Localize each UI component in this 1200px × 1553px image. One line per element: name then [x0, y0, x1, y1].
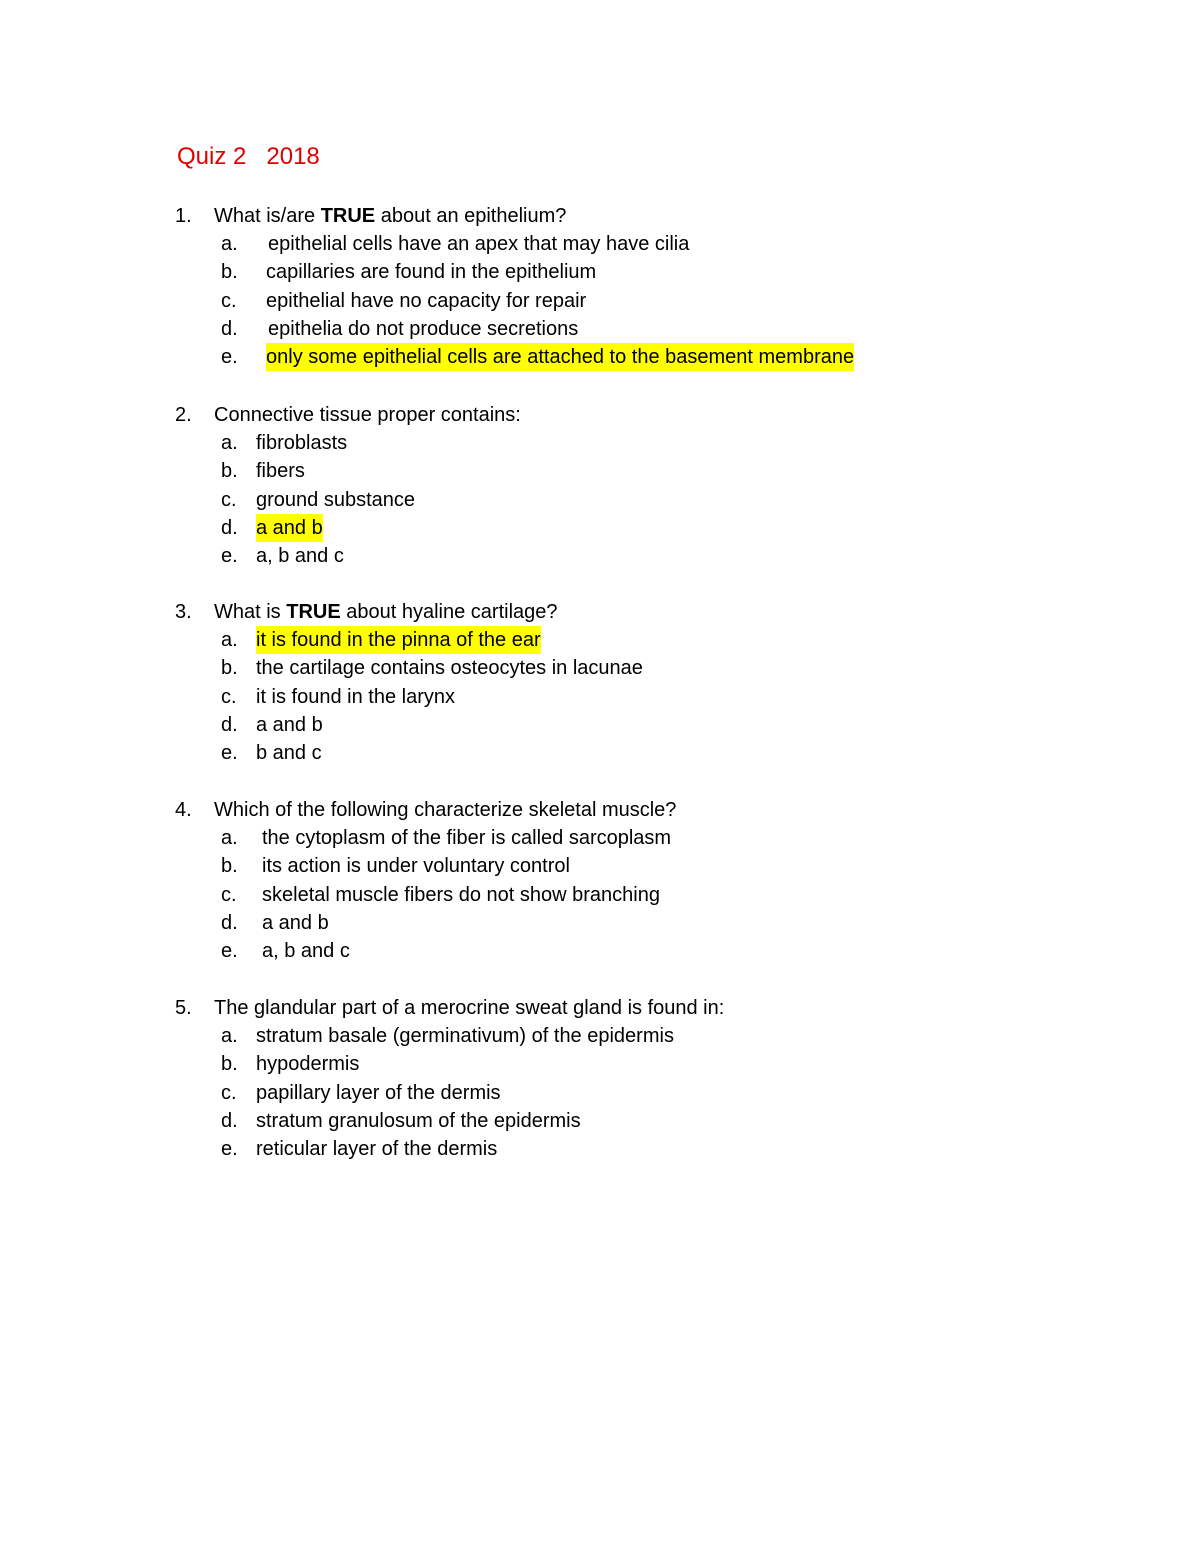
answer-option — [0, 1022, 1200, 1050]
option-text: fibroblasts — [256, 432, 348, 454]
option-letter: a. — [221, 432, 238, 454]
answer-option — [0, 711, 1200, 739]
option-text: stratum granulosum of the epidermis — [256, 1109, 581, 1132]
answer-options — [0, 824, 1200, 965]
option-text: papillary layer of the dermis — [256, 1081, 501, 1104]
option-letter: c. — [221, 488, 237, 511]
option-text-highlighted: only some epithelial cells are attached to the basement membrane — [266, 343, 854, 371]
option-letter: e. — [221, 742, 238, 765]
answer-option — [0, 683, 1200, 711]
question-number: 3. — [175, 601, 192, 623]
question-4 — [0, 796, 1200, 965]
option-text: b and c — [256, 742, 322, 765]
option-letter: a. — [221, 629, 238, 651]
option-letter: e. — [221, 545, 238, 568]
option-letter: a. — [221, 233, 238, 255]
option-text: the cartilage contains osteocytes in lacunae — [256, 657, 643, 680]
answer-option — [0, 258, 1200, 286]
option-text: epithelia do not produce secretions — [268, 317, 579, 340]
option-letter: b. — [221, 1053, 238, 1076]
option-letter: b. — [221, 657, 238, 680]
answer-option — [0, 457, 1200, 485]
option-letter: c. — [221, 685, 237, 708]
option-letter: e. — [221, 940, 238, 963]
answer-option — [0, 654, 1200, 682]
answer-option-highlighted — [0, 514, 1200, 542]
option-text: reticular layer of the dermis — [256, 1138, 498, 1161]
quiz-title: Quiz 2 2018 — [177, 143, 320, 170]
question-5 — [0, 994, 1200, 1163]
option-letter: e. — [221, 346, 238, 369]
answer-options — [0, 429, 1200, 570]
answer-option — [0, 486, 1200, 514]
question-text: What is/are TRUE about an epithelium? — [214, 205, 567, 227]
option-letter: b. — [221, 261, 238, 284]
question-stem — [0, 598, 1200, 626]
question-number: 1. — [175, 205, 192, 227]
option-letter: c. — [221, 289, 237, 312]
answer-option — [0, 1107, 1200, 1135]
option-text: epithelial cells have an apex that may have cilia — [268, 233, 690, 255]
option-text: fibers — [256, 460, 305, 483]
emphasis-true: TRUE — [320, 205, 376, 227]
answer-options — [0, 1022, 1200, 1163]
option-text: the cytoplasm of the fiber is called sarcoplasm — [262, 827, 672, 849]
option-text: stratum basale (germinativum) of the epidermis — [256, 1025, 674, 1047]
answer-options — [0, 626, 1200, 767]
answer-option — [0, 1135, 1200, 1163]
answer-option-highlighted — [0, 626, 1200, 654]
option-text: its action is under voluntary control — [262, 855, 570, 878]
answer-options — [0, 230, 1200, 371]
option-letter: b. — [221, 460, 238, 483]
question-stem — [0, 401, 1200, 429]
answer-option — [0, 881, 1200, 909]
answer-option — [0, 1050, 1200, 1078]
question-number: 4. — [175, 799, 192, 821]
option-text: epithelial have no capacity for repair — [266, 289, 587, 312]
question-2 — [0, 401, 1200, 570]
answer-option-highlighted — [0, 343, 1200, 371]
option-letter: c. — [221, 883, 237, 906]
option-letter: a. — [221, 827, 238, 849]
answer-option — [0, 739, 1200, 767]
answer-option — [0, 1079, 1200, 1107]
question-text: The glandular part of a merocrine sweat gland is found in: — [214, 997, 725, 1019]
option-letter: d. — [221, 713, 238, 736]
question-stem — [0, 994, 1200, 1022]
answer-option — [0, 824, 1200, 852]
emphasis-true: TRUE — [286, 601, 341, 623]
option-letter: d. — [221, 317, 238, 340]
option-letter: a. — [221, 1025, 238, 1047]
option-text: a, b and c — [256, 545, 344, 568]
option-text: skeletal muscle fibers do not show branching — [262, 883, 660, 906]
option-text: a, b and c — [262, 940, 350, 963]
option-text-highlighted: a and b — [256, 514, 323, 542]
option-letter: d. — [221, 1109, 238, 1132]
option-text: capillaries are found in the epithelium — [266, 261, 597, 284]
question-number: 5. — [175, 997, 192, 1019]
question-number: 2. — [175, 404, 192, 426]
question-text: What is TRUE about hyaline cartilage? — [214, 601, 558, 623]
question-1 — [0, 202, 1200, 371]
answer-option — [0, 937, 1200, 965]
answer-option — [0, 542, 1200, 570]
question-text: Connective tissue proper contains: — [214, 404, 521, 426]
answer-option — [0, 909, 1200, 937]
answer-option — [0, 852, 1200, 880]
option-text-highlighted: it is found in the pinna of the ear — [256, 626, 541, 654]
answer-option — [0, 230, 1200, 258]
option-text: a and b — [262, 911, 329, 934]
option-text: it is found in the larynx — [256, 685, 455, 708]
question-stem — [0, 202, 1200, 230]
question-text: Which of the following characterize skeletal muscle? — [214, 799, 677, 821]
answer-option — [0, 429, 1200, 457]
option-text: a and b — [256, 713, 323, 736]
option-text: hypodermis — [256, 1053, 360, 1076]
option-letter: d. — [221, 911, 238, 934]
question-3 — [0, 598, 1200, 767]
option-text: ground substance — [256, 488, 416, 511]
question-stem — [0, 796, 1200, 824]
option-letter: d. — [221, 516, 238, 539]
option-letter: c. — [221, 1081, 237, 1104]
answer-option — [0, 287, 1200, 315]
answer-option — [0, 315, 1200, 343]
option-letter: e. — [221, 1138, 238, 1161]
option-letter: b. — [221, 855, 238, 878]
